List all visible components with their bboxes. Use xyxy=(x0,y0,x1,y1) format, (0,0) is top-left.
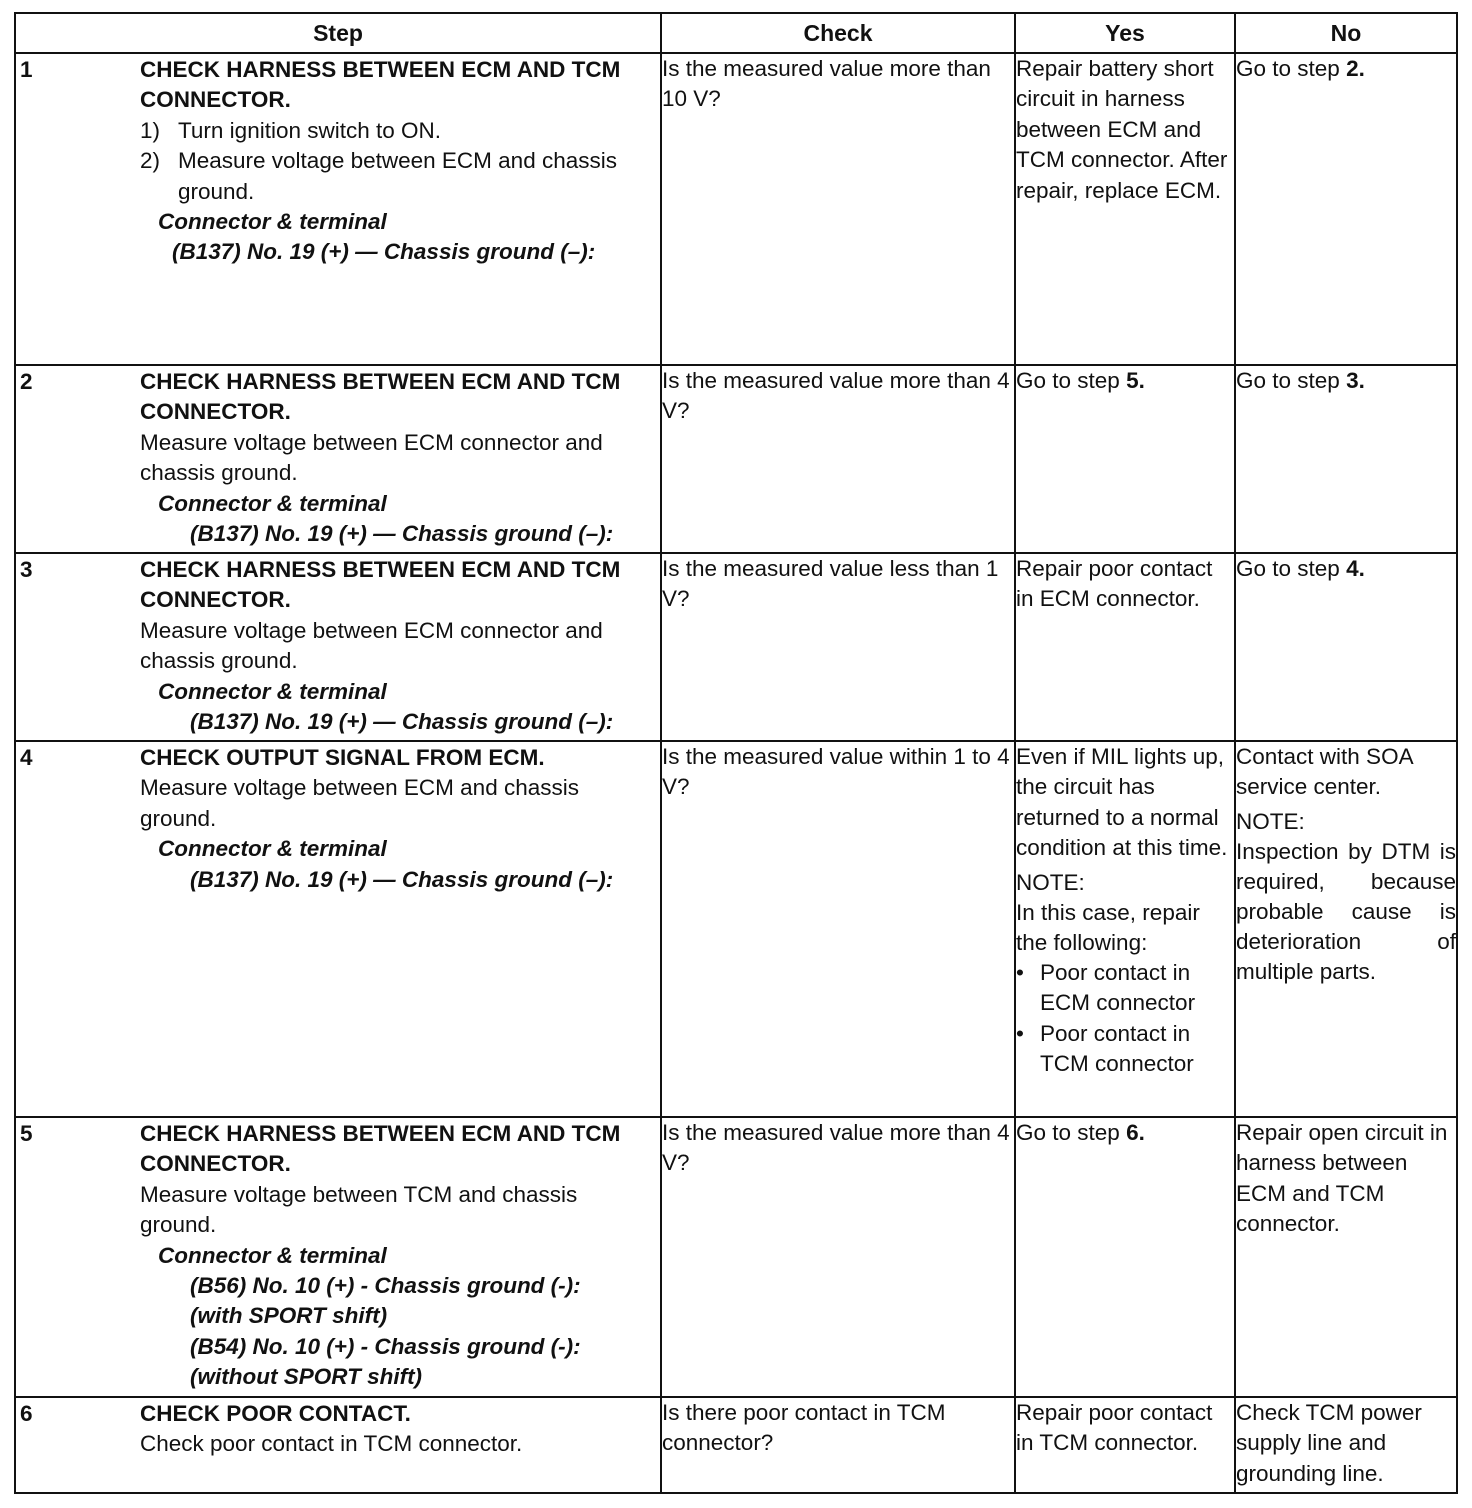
check-cell: Is the measured value less than 1 V? xyxy=(661,553,1015,741)
terminal-note: (with SPORT shift) xyxy=(190,1303,388,1329)
step-description: Check poor contact in TCM connector. xyxy=(140,1431,523,1457)
yes-cell: Repair poor contact in TCM connector. xyxy=(1015,1397,1235,1493)
step-title: CHECK HARNESS BETWEEN ECM AND TCM CONNECTOR. xyxy=(140,1121,621,1177)
step-number: 2 xyxy=(20,369,33,394)
terminal-spec: (B137) No. 19 (+) — Chassis ground (–): xyxy=(190,709,614,735)
step-number: 4 xyxy=(20,745,33,770)
no-cell: Repair open circuit in harness between ECM and TCM connector. xyxy=(1235,1117,1457,1397)
procedure-item: 2) Measure voltage between ECM and chassis ground. xyxy=(140,148,617,204)
terminal-spec: (B56) No. 10 (+) - Chassis ground (-): xyxy=(190,1273,581,1299)
yes-cell: Go to step 6. xyxy=(1015,1117,1235,1397)
no-cell: Check TCM power supply line and grounding line. xyxy=(1235,1397,1457,1493)
step-title: CHECK HARNESS BETWEEN ECM AND TCM CONNECTOR. xyxy=(140,369,621,425)
step-cell xyxy=(15,1117,661,1397)
step-number: 5 xyxy=(20,1121,33,1146)
no-cell: Go to step 3. xyxy=(1235,365,1457,553)
header-yes: Yes xyxy=(1015,13,1235,53)
step-number: 6 xyxy=(20,1401,33,1426)
table-row xyxy=(15,741,1457,1117)
step-cell xyxy=(15,365,661,553)
terminal-spec: (B137) No. 19 (+) — Chassis ground (–): xyxy=(172,239,596,265)
note-label: NOTE: xyxy=(1016,869,1085,895)
header-check: Check xyxy=(661,13,1015,53)
terminal-note: (without SPORT shift) xyxy=(190,1364,423,1390)
step-title: CHECK OUTPUT SIGNAL FROM ECM. xyxy=(140,745,545,770)
step-number: 3 xyxy=(20,557,33,582)
yes-cell: Repair battery short circuit in harness between ECM and TCM connector. After repair, replace ECM. xyxy=(1015,53,1235,365)
step-number: 1 xyxy=(20,57,33,82)
header-no: No xyxy=(1235,13,1457,53)
step-title: CHECK POOR CONTACT. xyxy=(140,1401,411,1426)
no-cell: Contact with SOA service center. NOTE: Inspection by DTM is required, because probable cause is deterioration of multiple parts. xyxy=(1235,741,1457,1117)
bullet-item: • Poor contact in ECM connector xyxy=(1016,960,1196,1016)
note-label: NOTE: xyxy=(1236,808,1305,834)
yes-cell: Go to step 5. xyxy=(1015,365,1235,553)
no-cell: Go to step 4. xyxy=(1235,553,1457,741)
no-cell: Go to step 2. xyxy=(1235,53,1457,365)
connector-label: Connector & terminal xyxy=(158,836,387,862)
step-cell xyxy=(15,53,661,365)
yes-cell: Repair poor contact in ECM connector. xyxy=(1015,553,1235,741)
header-step: Step xyxy=(15,13,661,53)
table-row xyxy=(15,553,1457,741)
terminal-spec: (B54) No. 10 (+) - Chassis ground (-): xyxy=(190,1333,581,1359)
step-cell xyxy=(15,553,661,741)
step-description: Measure voltage between ECM connector and chassis ground. xyxy=(140,617,603,674)
step-description: Measure voltage between ECM and chassis ground. xyxy=(140,775,579,831)
table-row xyxy=(15,1397,1457,1493)
step-description: Measure voltage between TCM and chassis ground. xyxy=(140,1181,578,1238)
diagnostic-table xyxy=(14,12,1458,1494)
step-title: CHECK HARNESS BETWEEN ECM AND TCM CONNECTOR. xyxy=(140,57,621,113)
check-cell: Is the measured value more than 4 V? xyxy=(661,1117,1015,1397)
connector-label: Connector & terminal xyxy=(158,1242,387,1268)
check-cell: Is the measured value within 1 to 4 V? xyxy=(661,741,1015,1117)
table-row xyxy=(15,1117,1457,1397)
note-text: Inspection by DTM is required, because probable cause is deterioration of multiple parts. xyxy=(1236,839,1456,985)
terminal-spec: (B137) No. 19 (+) — Chassis ground (–): xyxy=(190,521,614,547)
check-cell: Is the measured value more than 10 V? xyxy=(661,53,1015,365)
terminal-spec: (B137) No. 19 (+) — Chassis ground (–): xyxy=(190,866,614,892)
header-row xyxy=(15,13,1457,53)
yes-cell: Even if MIL lights up, the circuit has returned to a normal condition at this time. NOTE: In this case, repair the following: • Poor contact in ECM connector • Poor contact in TCM connector xyxy=(1015,741,1235,1117)
step-cell xyxy=(15,741,661,1117)
check-cell: Is the measured value more than 4 V? xyxy=(661,365,1015,553)
check-cell: Is there poor contact in TCM connector? xyxy=(661,1397,1015,1493)
bullet-item: • Poor contact in TCM connector xyxy=(1016,1020,1194,1077)
table-row xyxy=(15,53,1457,365)
step-description: Measure voltage between ECM connector and chassis ground. xyxy=(140,429,603,486)
note-text: In this case, repair the following: xyxy=(1016,900,1200,956)
connector-label: Connector & terminal xyxy=(158,678,387,704)
table-row xyxy=(15,365,1457,553)
connector-label: Connector & terminal xyxy=(158,209,387,235)
procedure-item: 1) Turn ignition switch to ON. xyxy=(140,117,442,143)
step-title: CHECK HARNESS BETWEEN ECM AND TCM CONNECTOR. xyxy=(140,557,621,613)
step-cell xyxy=(15,1397,661,1493)
connector-label: Connector & terminal xyxy=(158,490,387,516)
